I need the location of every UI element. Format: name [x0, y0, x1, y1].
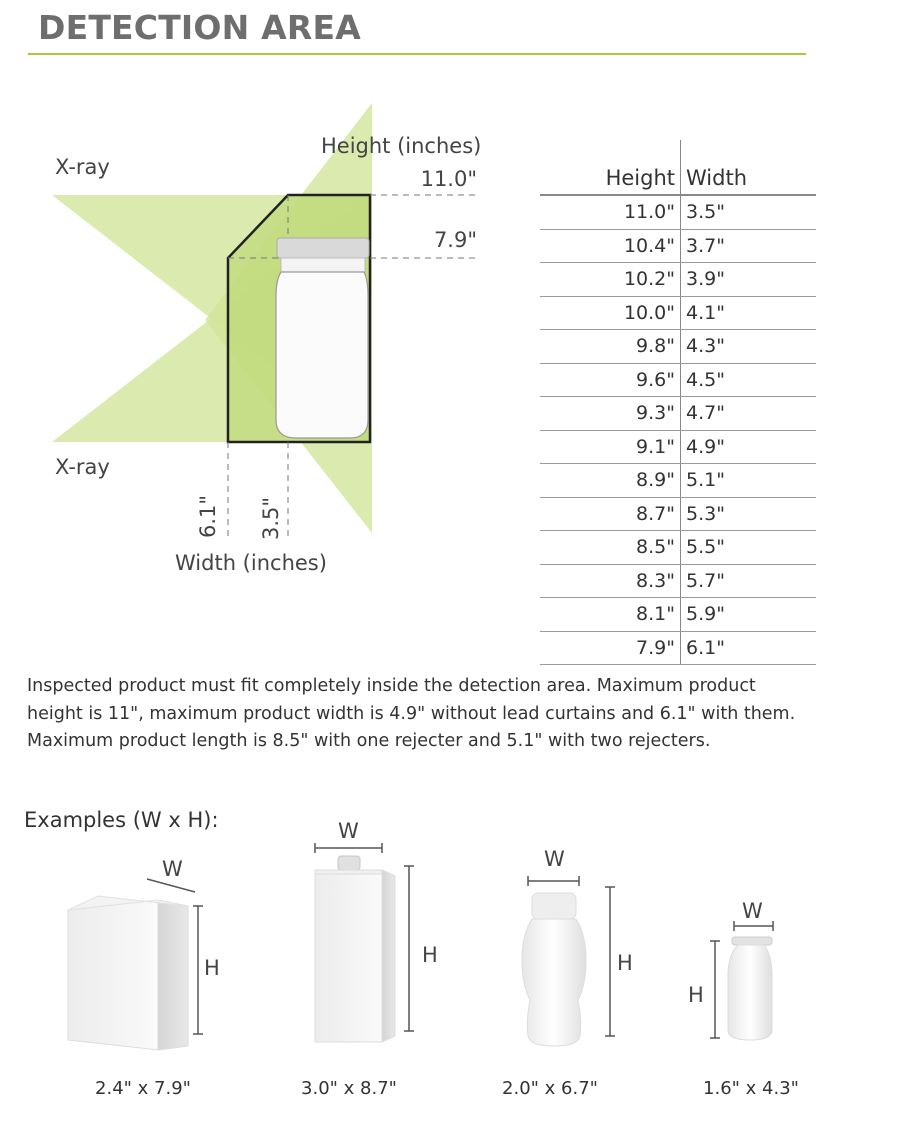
width-min-label: 3.5": [259, 496, 283, 540]
cell-width: 3.7": [681, 229, 817, 263]
box-w-label: W: [162, 857, 183, 881]
box-h-label: H: [204, 956, 220, 980]
page-title: DETECTION AREA: [38, 8, 361, 47]
cell-height: 8.9": [540, 464, 681, 498]
table-row: [540, 330, 816, 364]
width-max-label: 6.1": [196, 494, 220, 538]
example-size-box: 2.4" x 7.9": [95, 1078, 191, 1099]
cell-width: 4.9": [681, 430, 817, 464]
table-header-row: [540, 140, 816, 195]
cell-width: 4.3": [681, 330, 817, 364]
carton-w-label: W: [338, 820, 359, 843]
column-header-height: Height: [540, 140, 681, 195]
cell-width: 6.1": [681, 631, 817, 665]
table-row: [540, 296, 816, 330]
cell-width: 5.1": [681, 464, 817, 498]
table-row: [540, 631, 816, 665]
cell-height: 10.0": [540, 296, 681, 330]
table-row: [540, 430, 816, 464]
table-row: [540, 363, 816, 397]
cell-height: 9.8": [540, 330, 681, 364]
cell-height: 8.1": [540, 598, 681, 632]
cell-height: 10.4": [540, 229, 681, 263]
cell-width: 5.3": [681, 497, 817, 531]
cell-height: 7.9": [540, 631, 681, 665]
cell-height: 8.7": [540, 497, 681, 531]
column-header-width: Width: [681, 140, 817, 195]
example-size-carton: 3.0" x 8.7": [301, 1078, 397, 1099]
height-max-label: 11.0": [420, 167, 477, 191]
cell-width: 3.9": [681, 263, 817, 297]
description-text: Inspected product must fit completely inside the detection area. Maximum product height is 11", maximum product width is 4.9" without lead curtains and 6.1" with them. Maximum product length is 8.5" with one rejecter and 5.1" with two rejecters.: [27, 676, 796, 751]
cell-width: 3.5": [681, 195, 817, 229]
cell-height: 9.3": [540, 397, 681, 431]
cell-height: 9.6": [540, 363, 681, 397]
example-size-squeeze-bottle: 2.0" x 6.7": [502, 1078, 598, 1099]
xray-label-top: X-ray: [55, 155, 110, 179]
examples-title: Examples (W x H):: [24, 808, 219, 832]
table-row: [540, 263, 816, 297]
title-divider: [28, 53, 806, 55]
table-row: [540, 195, 816, 229]
cell-width: 4.7": [681, 397, 817, 431]
table-row: [540, 464, 816, 498]
table-row: [540, 397, 816, 431]
carton-h-label: H: [422, 943, 438, 967]
table-row: [540, 531, 816, 565]
table-row: [540, 497, 816, 531]
cell-height: 11.0": [540, 195, 681, 229]
examples-illustrations: [0, 820, 901, 1070]
table-row: [540, 229, 816, 263]
box-icon: [68, 896, 188, 1050]
jar-icon: [276, 238, 369, 438]
squeeze-h-label: H: [617, 951, 633, 975]
squeeze-bottle-icon: [522, 893, 586, 1046]
small-bottle-h-label: H: [688, 983, 704, 1007]
height-axis-label: Height (inches): [321, 134, 482, 158]
carton-icon: [315, 856, 395, 1042]
xray-label-bottom: X-ray: [55, 455, 110, 479]
cell-height: 10.2": [540, 263, 681, 297]
cell-height: 8.3": [540, 564, 681, 598]
detection-area-diagram: [0, 60, 530, 590]
squeeze-w-label: W: [544, 847, 565, 871]
dimension-table: [540, 140, 816, 665]
cell-width: 4.1": [681, 296, 817, 330]
cell-width: 5.9": [681, 598, 817, 632]
cell-width: 5.7": [681, 564, 817, 598]
small-bottle-icon: [728, 937, 772, 1040]
cell-height: 8.5": [540, 531, 681, 565]
table-row: [540, 598, 816, 632]
small-bottle-w-label: W: [742, 899, 763, 923]
cell-height: 9.1": [540, 430, 681, 464]
cell-width: 4.5": [681, 363, 817, 397]
width-axis-label: Width (inches): [175, 551, 327, 575]
table-row: [540, 564, 816, 598]
example-size-small-bottle: 1.6" x 4.3": [703, 1078, 799, 1099]
cell-width: 5.5": [681, 531, 817, 565]
height-mid-label: 7.9": [433, 228, 477, 252]
